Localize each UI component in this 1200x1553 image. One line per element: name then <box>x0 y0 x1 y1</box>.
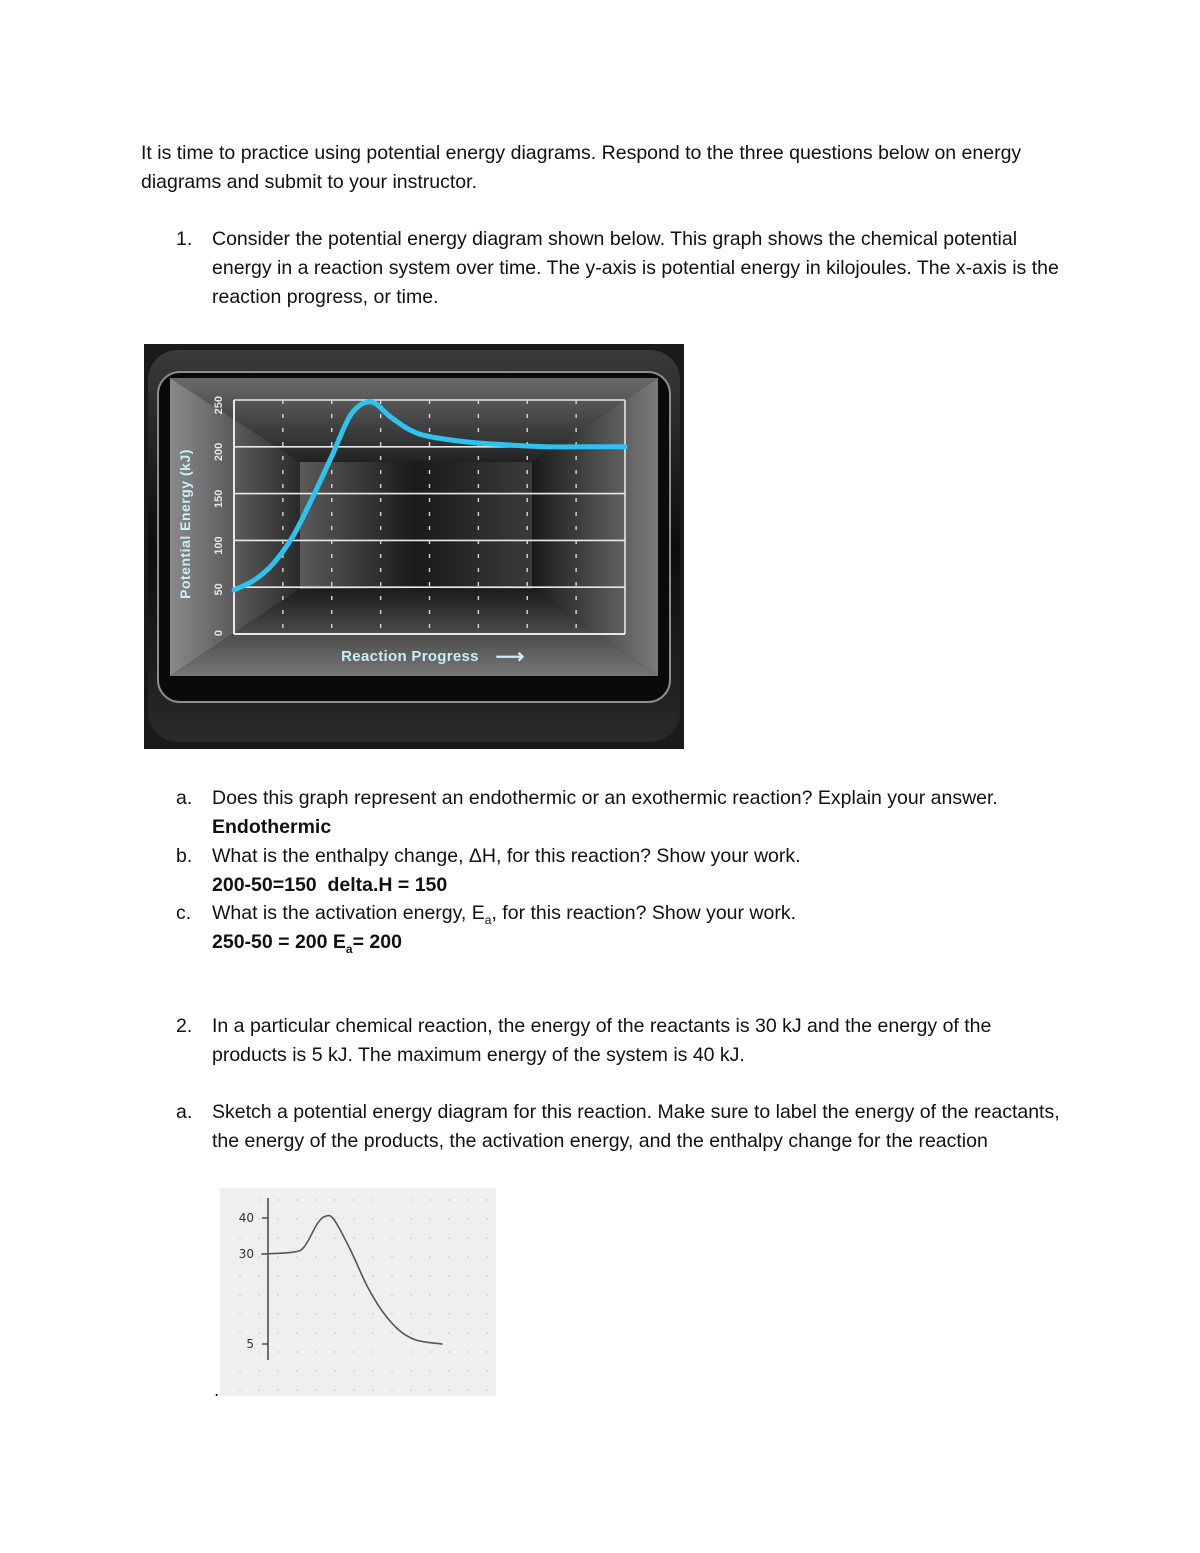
question-1-text: Consider the potential energy diagram shown below. This graph shows the chemical potential energy in a reaction system over time. The y-axis is potential energy in kilojoules. The x-axis is the reaction progress, or time. <box>212 228 1059 308</box>
potential-energy-diagram <box>144 344 684 749</box>
fig1-ytick-50: 50 <box>213 583 225 596</box>
fig1-ytick-0: 0 <box>213 630 225 637</box>
trailing-mark: . <box>214 1380 220 1401</box>
fig1-ylabel: Potential Energy (kJ) <box>177 449 193 599</box>
question-1b-text: What is the enthalpy change, ΔH, for this reaction? Show your work. <box>212 845 801 867</box>
question-2 <box>176 1012 1066 1070</box>
sketch-energy-diagram <box>220 1188 496 1396</box>
intro-paragraph: It is time to practice using potential energy diagrams. Respond to the three questions below on energy diagrams and submit to your instructor. <box>141 142 1022 193</box>
question-1a-answer: Endothermic <box>212 816 332 838</box>
question-1c-text: What is the activation energy, $E_a$, for this reaction? Show your work. <box>212 902 797 927</box>
question-2a-marker: a. <box>176 1101 193 1123</box>
fig1-ytick-150: 150 <box>213 489 225 508</box>
question-1c <box>176 899 1066 957</box>
question-1c-answer: 250-50 = 200 $E_a= 200$ <box>212 931 402 956</box>
question-1b-answer: 200-50=150 delta.H = 150 <box>212 874 448 896</box>
fig1-ytick-100: 100 <box>213 536 225 555</box>
question-1a <box>176 784 1066 842</box>
question-2-marker: 2. <box>176 1015 193 1037</box>
question-1c-marker: c. <box>176 902 192 924</box>
fig1-ytick-250: 250 <box>213 396 225 415</box>
fig2-ytick-40: 40 <box>238 1211 254 1225</box>
fig1-xlabel-arrow: ⟶ <box>495 646 525 668</box>
question-2a-text: Sketch a potential energy diagram for this reaction. Make sure to label the energy of the reactants, the energy of the products, the activation energy, and the enthalpy change for the reaction <box>212 1101 1060 1152</box>
question-1a-marker: a. <box>176 787 193 809</box>
fig1-ytick-200: 200 <box>213 442 225 462</box>
question-1b <box>176 842 1066 900</box>
question-1b-marker: b. <box>176 845 193 867</box>
question-2-text: In a particular chemical reaction, the energy of the reactants is 30 kJ and the energy of the products is 5 kJ. The maximum energy of the system is 40 kJ. <box>212 1015 992 1066</box>
question-1 <box>176 225 1066 312</box>
fig2-ytick-5: 5 <box>246 1337 254 1351</box>
question-2a <box>176 1098 1066 1156</box>
fig2-ytick-30: 30 <box>238 1247 254 1261</box>
question-1a-text: Does this graph represent an endothermic or an exothermic reaction? Explain your answer. <box>212 787 998 809</box>
fig1-xlabel: Reaction Progress <box>341 648 479 665</box>
question-1-marker: 1. <box>176 228 193 250</box>
